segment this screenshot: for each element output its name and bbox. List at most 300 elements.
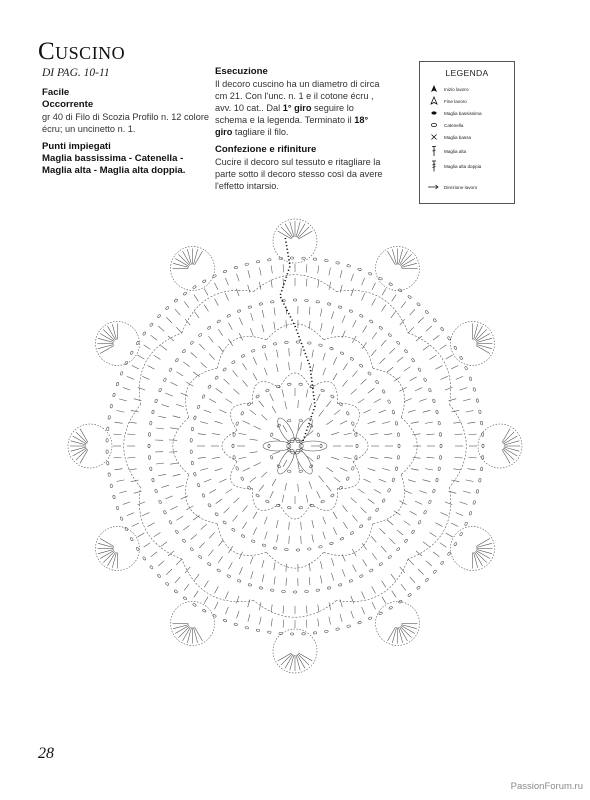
chain-stitch: [389, 282, 393, 286]
stitch-post: [351, 596, 354, 604]
chain-stitch: [262, 345, 266, 348]
stitch-post: [312, 350, 314, 358]
stitch-post: [225, 278, 228, 285]
stitch-post: [154, 355, 161, 359]
chain-stitch: [439, 433, 441, 437]
stitch-post: [408, 327, 414, 333]
stitch-post: [404, 521, 411, 526]
chain-stitch: [358, 268, 362, 271]
chain-stitch: [208, 385, 212, 389]
stitch-post: [309, 307, 310, 315]
chain-stitch: [192, 603, 196, 607]
stitch-post: [248, 270, 250, 278]
chain-stitch: [175, 530, 179, 534]
stitch-post: [342, 569, 345, 576]
chain-stitch: [227, 574, 231, 578]
stitch-post: [264, 368, 267, 376]
stitch-post: [170, 463, 178, 464]
fan-stitch: [401, 263, 416, 267]
stitch-post: [372, 553, 377, 560]
legend-item-slip: Maglia bassissima: [428, 108, 482, 118]
chain-stitch: [447, 336, 451, 340]
stitch-post: [440, 543, 447, 547]
stitch-post: [113, 457, 121, 458]
stitch-post: [408, 410, 416, 412]
stitch-post: [134, 491, 142, 493]
chain-stitch: [351, 422, 354, 426]
chain-stitch: [163, 510, 167, 514]
chain-stitch: [120, 371, 123, 375]
chain-stitch: [136, 547, 140, 551]
chain-stitch: [299, 383, 303, 386]
chain-stitch: [223, 520, 227, 524]
fan-stitch: [296, 222, 300, 237]
chain-stitch: [158, 500, 161, 504]
stitch-post: [131, 480, 139, 482]
stitch-post: [209, 489, 216, 493]
stitch-post: [323, 353, 326, 361]
stitch-post: [384, 457, 392, 458]
stitch-post: [440, 345, 447, 349]
chain-stitch: [318, 344, 322, 347]
stitch-post: [306, 278, 307, 286]
chain-stitch: [112, 393, 115, 397]
chain-stitch: [369, 569, 373, 573]
stitch-post: [208, 550, 213, 556]
chain-arch: [182, 290, 254, 333]
chain-stitch: [202, 279, 206, 283]
stitch-post: [331, 311, 333, 319]
stitch-post: [265, 353, 268, 361]
stitch-post: [342, 315, 345, 322]
stitch-post: [381, 546, 386, 552]
fan-stitch: [476, 543, 492, 547]
chain-stitch: [316, 589, 320, 592]
chain-stitch: [459, 532, 463, 536]
stitch-post: [423, 480, 431, 482]
chain-stitch: [301, 444, 303, 448]
stitch-post: [219, 410, 226, 413]
center-petal: [293, 447, 316, 476]
chain-stitch: [317, 433, 321, 437]
fan-stitch: [195, 627, 203, 641]
chain-stitch: [183, 596, 187, 600]
stitch-post: [248, 614, 250, 622]
end-arrow-icon: [428, 95, 440, 107]
fan-stitch: [290, 222, 294, 237]
stitch-post: [368, 421, 376, 423]
chain-stitch: [313, 258, 317, 261]
chain-stitch: [107, 427, 110, 431]
stitch-post: [253, 357, 256, 364]
stitch-post: [158, 474, 166, 476]
stitch-post: [253, 512, 257, 519]
chain-stitch: [338, 583, 342, 586]
fan-stitch: [73, 448, 87, 456]
stitch-post: [368, 499, 375, 504]
chain-stitch: [198, 333, 202, 337]
stitch-post: [225, 607, 228, 614]
stitch-post: [410, 377, 417, 381]
stitch-post: [274, 562, 275, 570]
chain-stitch: [387, 400, 391, 404]
chain-stitch: [336, 628, 340, 631]
stitch-post: [466, 411, 474, 413]
stitch-post: [301, 536, 302, 544]
chain-stitch: [305, 590, 309, 592]
chain-stitch: [157, 314, 161, 318]
stitch-post: [404, 367, 411, 372]
stitch-post: [215, 421, 223, 423]
chain-stitch: [411, 358, 415, 362]
stitch-post: [262, 574, 264, 582]
stitch-post: [250, 477, 256, 482]
stitch-post: [318, 280, 319, 288]
stitch-post: [191, 353, 197, 358]
chain-arch: [337, 462, 359, 489]
execution-heading: Esecuzione: [215, 66, 268, 77]
chain-stitch: [395, 421, 398, 425]
stitch-post: [427, 457, 435, 458]
chain-stitch: [423, 378, 427, 382]
chain-stitch: [423, 510, 427, 514]
fan-stitch: [80, 450, 88, 464]
fan-stitch: [183, 251, 191, 265]
fan-stitch: [194, 249, 198, 265]
stitch-post: [165, 393, 172, 396]
chain-stitch: [223, 367, 227, 371]
chain-stitch: [480, 467, 483, 471]
stitch-post: [352, 515, 357, 521]
stitch-post: [400, 501, 407, 505]
stitch-post: [251, 571, 254, 579]
stitch-post: [391, 574, 396, 580]
chain-stitch: [197, 405, 200, 409]
chain-stitch: [290, 257, 294, 259]
stitch-post: [282, 390, 284, 398]
stitch-post: [144, 543, 151, 547]
stitch-post: [191, 534, 197, 539]
chain-stitch: [149, 467, 152, 471]
chain-icon: [428, 119, 440, 131]
chain-stitch: [251, 349, 255, 352]
chain-stitch: [273, 547, 277, 550]
stitch-post: [204, 479, 211, 482]
stitch-post: [364, 410, 371, 413]
chain-arch: [231, 404, 253, 431]
stitch-post: [463, 399, 471, 401]
stitch-post: [423, 345, 429, 350]
chain-stitch: [418, 368, 422, 372]
fan-stitch: [112, 324, 116, 339]
stitch-post: [158, 416, 166, 418]
fan-stitch: [281, 654, 292, 665]
chain-stitch: [404, 349, 408, 353]
stitch-post: [144, 345, 151, 349]
legend-item-end: Fine lavoro: [428, 96, 467, 106]
stitch-post: [371, 536, 376, 542]
stitch-post: [132, 366, 139, 370]
stitch-post: [215, 586, 219, 593]
chain-stitch: [454, 346, 458, 350]
stitch-post: [382, 305, 386, 312]
stitch-post: [285, 401, 287, 409]
chain-stitch: [270, 455, 274, 459]
stitch-post: [274, 577, 275, 585]
chain-stitch: [382, 498, 386, 502]
stitch-post: [173, 474, 181, 476]
stitch-post: [326, 401, 331, 407]
stitch-post: [412, 434, 420, 435]
stitch-post: [216, 499, 223, 504]
stitch-post: [218, 329, 222, 336]
stitch-post: [423, 410, 431, 412]
work-direction-trail: [280, 236, 315, 441]
fan-stitch: [504, 441, 519, 445]
stitch-post: [408, 559, 414, 565]
chain-arch: [186, 475, 218, 524]
stitch-post: [433, 335, 439, 340]
chain-stitch: [245, 263, 249, 266]
stitch-post: [372, 299, 376, 306]
fan-stitch: [504, 448, 518, 456]
stitch-post: [451, 480, 459, 482]
stitch-post: [254, 426, 261, 430]
chain-stitch: [302, 257, 306, 259]
stitch-post: [170, 382, 177, 386]
stitch-post: [301, 522, 302, 530]
stitch-post: [312, 534, 314, 542]
stitch-post: [331, 573, 333, 581]
stitch-post: [382, 468, 390, 470]
chain-stitch: [265, 500, 269, 504]
chain-stitch: [136, 341, 140, 345]
stitch-post: [137, 533, 144, 537]
stitch-post: [351, 289, 354, 297]
stitch-post: [320, 309, 322, 317]
stitch-post: [340, 285, 342, 293]
stitch-post: [156, 463, 164, 464]
chain-stitch: [268, 444, 270, 448]
stitch-post: [264, 517, 267, 525]
stitch-post: [286, 578, 287, 586]
stitch-post: [243, 421, 250, 425]
stitch-post: [418, 569, 424, 575]
direction-arrow-icon: [428, 181, 440, 193]
chain-stitch: [191, 427, 194, 431]
chain-stitch: [175, 358, 179, 362]
stitch-post: [351, 611, 354, 619]
stitch-post: [301, 362, 302, 370]
stitch-post: [219, 540, 224, 546]
chain-stitch: [130, 351, 134, 355]
stitches-text: Maglia bassissima - Catenella - Maglia alta - Maglia alta doppia.: [42, 153, 186, 176]
stitch-post: [199, 344, 204, 350]
chain-stitch: [142, 331, 146, 335]
chain-stitch: [428, 500, 431, 504]
stitch-post: [419, 399, 427, 402]
stitch-post: [363, 559, 367, 566]
stitch-post: [389, 348, 395, 354]
chain-stitch: [287, 419, 291, 422]
stitch-post: [416, 551, 422, 556]
stitch-post: [370, 434, 378, 435]
chain-stitch: [248, 583, 252, 586]
stitch-post: [372, 586, 376, 593]
stitch-post: [271, 266, 272, 274]
chain-stitch: [350, 357, 354, 361]
chain-stitch: [378, 277, 382, 281]
stitch-post: [166, 569, 172, 575]
stitch-post: [156, 428, 164, 429]
chain-stitch: [375, 508, 379, 512]
stitch-post: [226, 489, 233, 494]
stitch-post: [343, 363, 347, 370]
chain-stitch: [310, 504, 314, 507]
stitch-post: [175, 577, 180, 583]
stitch-post: [389, 538, 395, 544]
chain-stitch: [215, 512, 219, 516]
chain-stitch: [469, 511, 472, 515]
stitch-post: [430, 533, 437, 537]
stitch-post: [253, 373, 257, 380]
chain-stitch: [287, 444, 289, 448]
chain-stitch: [388, 333, 392, 337]
stitch-post: [441, 513, 448, 516]
fan-stitch: [400, 251, 408, 265]
stitch-post: [334, 477, 340, 482]
stitch-post: [379, 528, 385, 534]
stitch-post: [113, 434, 121, 435]
chain-stitch: [351, 466, 354, 470]
stitch-post: [272, 479, 276, 486]
stitch-post: [239, 567, 242, 574]
chain-stitch: [349, 579, 353, 582]
stitch-post: [460, 388, 468, 391]
slip-stitch-icon: [428, 107, 440, 119]
stitch-post: [318, 604, 319, 612]
chain-stitch: [267, 258, 271, 261]
chain-stitch: [152, 478, 155, 482]
chain-stitch: [473, 500, 476, 504]
stitch-post: [411, 469, 419, 471]
stitch-post: [312, 520, 314, 528]
fan-stitch: [98, 543, 114, 547]
chain-stitch: [346, 411, 350, 415]
chain-stitch: [108, 415, 111, 419]
stitch-post: [363, 326, 367, 333]
stitch-post: [138, 502, 146, 505]
stitch-post: [384, 434, 392, 435]
stitch-post: [331, 457, 339, 459]
stitch-post: [208, 336, 213, 342]
chain-stitch: [350, 531, 354, 535]
chain-stitch: [125, 527, 129, 531]
chain-stitch: [190, 341, 194, 345]
chain-stitch: [142, 556, 146, 560]
stitch-post: [331, 432, 339, 434]
chain-arch: [280, 373, 311, 388]
chain-stitch: [287, 383, 291, 386]
chain-stitch: [368, 617, 372, 620]
stitch-post: [321, 561, 323, 569]
stitch-post: [123, 388, 131, 391]
stitch-post: [250, 439, 258, 440]
chain-arch: [311, 488, 338, 510]
chain-stitch: [148, 444, 150, 448]
stitch-post: [250, 410, 256, 415]
treble-crochet-icon: [428, 160, 440, 172]
chain-stitch: [329, 347, 333, 350]
stitch-post: [194, 312, 199, 318]
stitch-post: [317, 394, 321, 401]
chain-stitch: [169, 368, 173, 372]
chain-stitch: [379, 326, 383, 330]
cross-icon: [428, 131, 440, 143]
chain-stitch: [276, 385, 280, 388]
stitch-post: [283, 606, 284, 614]
chain-stitch: [378, 612, 382, 616]
chain-stitch: [396, 341, 400, 345]
stitch-post: [404, 399, 411, 402]
chain-stitch: [408, 593, 412, 597]
stitch-post: [260, 268, 262, 276]
stitch-post: [343, 522, 347, 529]
chain-stitch: [418, 520, 422, 524]
chain-stitch: [259, 587, 263, 590]
chain-stitch: [116, 382, 119, 386]
legend-title: LEGENDA: [445, 68, 489, 78]
stitch-post: [446, 355, 453, 359]
chain-stitch: [182, 349, 186, 353]
stitch-post: [131, 410, 139, 412]
stitch-post: [243, 363, 247, 370]
stitch-post: [387, 367, 393, 372]
chain-stitch: [154, 489, 157, 493]
chain-stitch: [217, 320, 221, 324]
chain-stitch: [270, 300, 274, 303]
chain-stitch: [202, 609, 206, 613]
stitch-post: [301, 348, 302, 356]
stitch-post: [283, 278, 284, 286]
stitch-post: [306, 390, 308, 398]
stitch-post: [372, 283, 376, 290]
chain-stitch: [251, 539, 255, 542]
stitch-post: [215, 283, 219, 290]
stitch-post: [425, 469, 433, 470]
start-arrow-icon: [428, 83, 440, 95]
instructions-column: [215, 66, 385, 192]
stitch-post: [468, 422, 476, 423]
chain-stitch: [276, 504, 280, 507]
stitch-post: [168, 551, 174, 556]
chain-stitch: [473, 387, 476, 391]
chain-stitch: [307, 342, 311, 345]
chain-stitch: [358, 621, 362, 624]
stitch-post: [168, 336, 174, 341]
stitch-post: [161, 405, 169, 407]
stitch-post: [271, 619, 272, 627]
fan-stitch: [399, 627, 403, 643]
chain-stitch: [302, 633, 306, 635]
stitch-post: [392, 295, 396, 302]
chain-stitch: [256, 494, 260, 498]
stitch-post: [329, 282, 331, 290]
stitch-post: [272, 406, 276, 413]
stitch-post: [323, 532, 326, 540]
stitch-post: [469, 434, 477, 435]
stitch-post: [200, 422, 208, 424]
